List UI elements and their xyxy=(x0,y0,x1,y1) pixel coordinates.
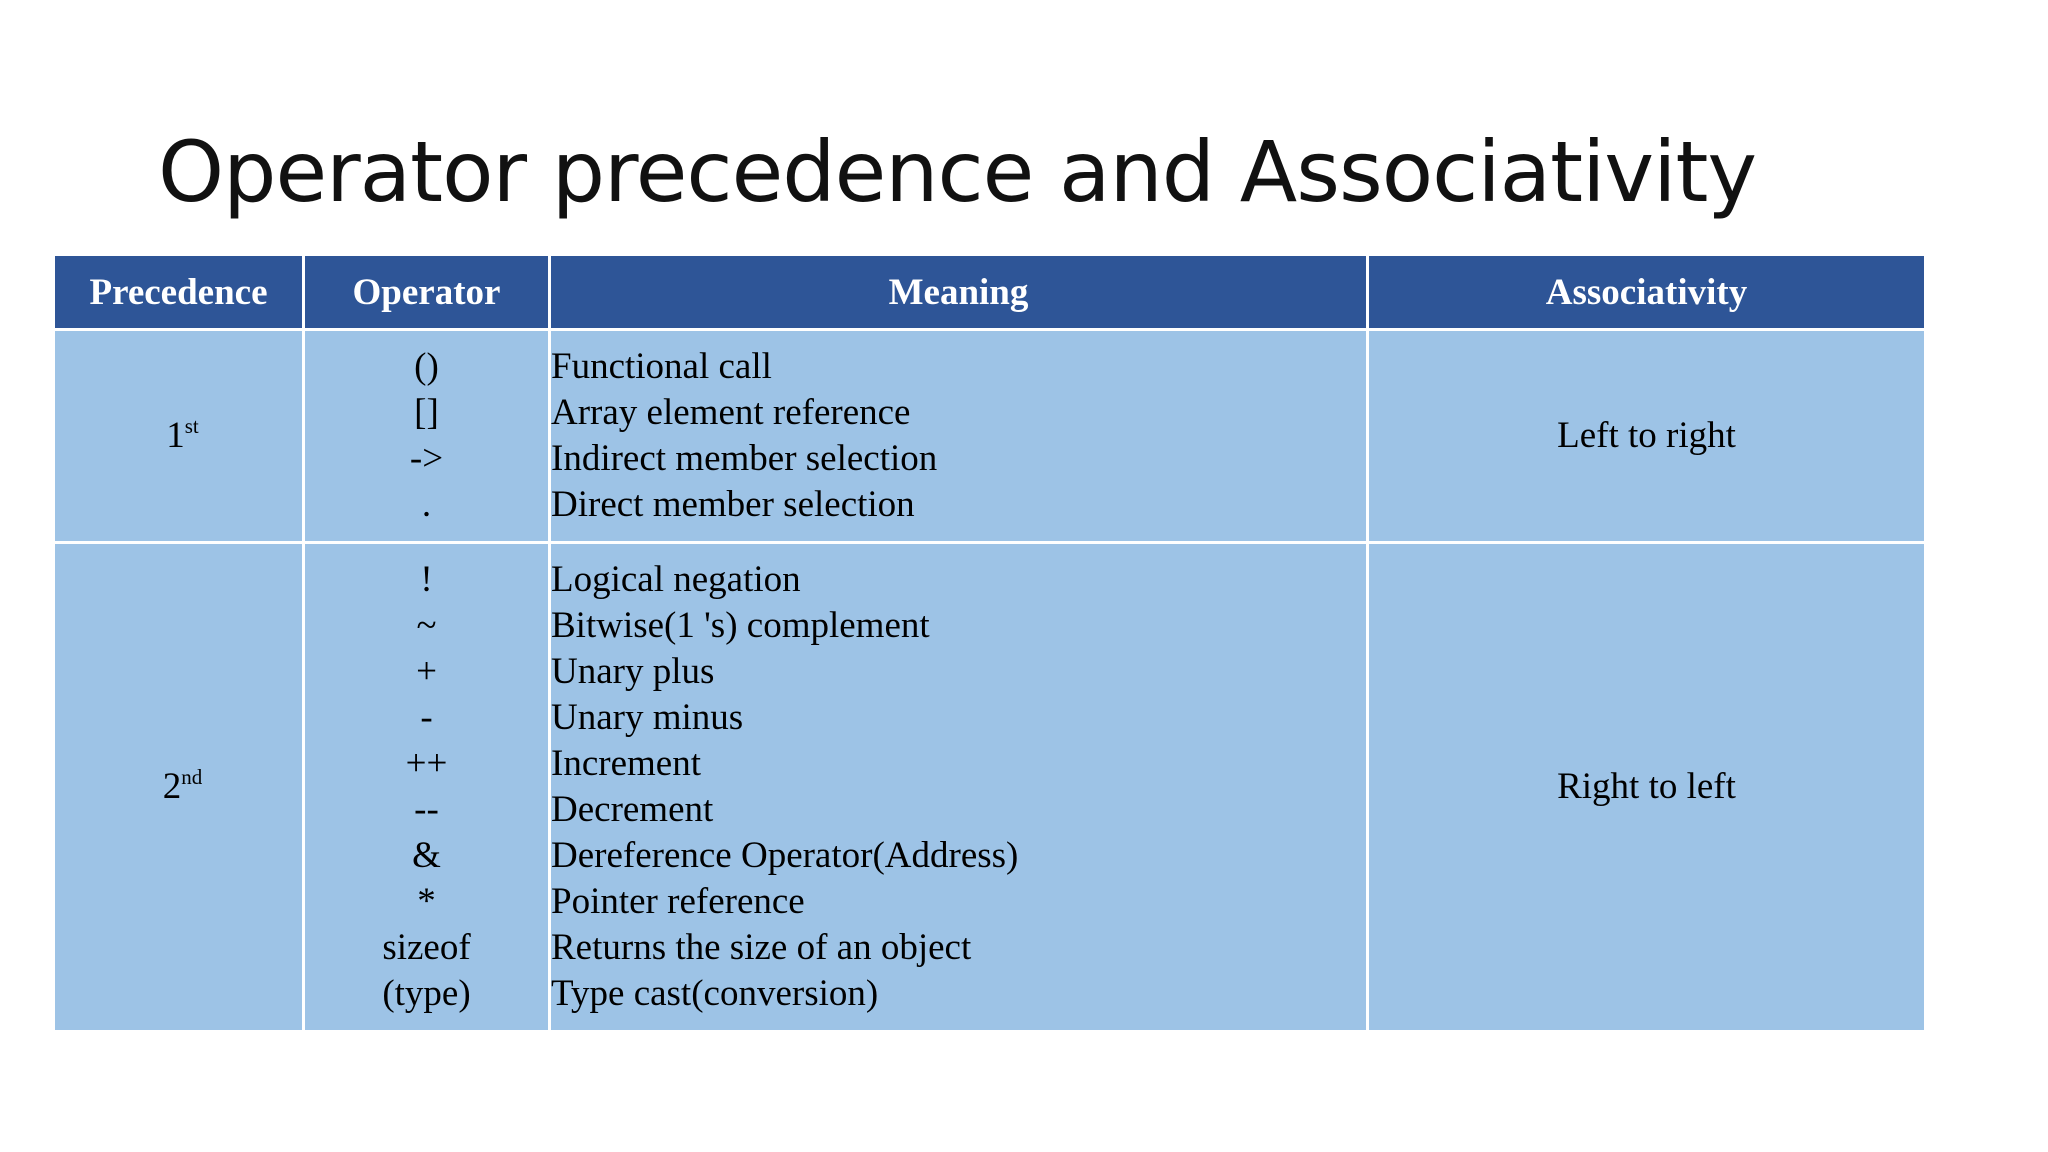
meaning-cell xyxy=(550,330,1368,543)
table-row xyxy=(54,543,1926,1032)
operator: ~ xyxy=(416,605,437,646)
operator: -- xyxy=(414,789,439,830)
operator: + xyxy=(416,651,437,692)
meaning: Logical negation xyxy=(551,559,801,600)
precedence-suffix: nd xyxy=(181,765,203,789)
meaning: Unary plus xyxy=(551,651,715,692)
operator: (type) xyxy=(382,973,471,1014)
meaning: Bitwise(1 's) complement xyxy=(551,605,930,646)
operator: . xyxy=(421,484,432,525)
associativity-cell: Left to right xyxy=(1368,330,1926,543)
operator: * xyxy=(417,881,436,922)
meaning: Array element reference xyxy=(551,392,911,433)
precedence-suffix: st xyxy=(184,414,199,438)
operator-cell xyxy=(304,543,550,1032)
meaning: Indirect member selection xyxy=(551,438,938,479)
operator-cell xyxy=(304,330,550,543)
operator: ++ xyxy=(405,743,448,784)
precedence-cell xyxy=(54,543,304,1032)
table-row xyxy=(54,330,1926,543)
precedence-number: 1 xyxy=(166,415,185,456)
meaning: Direct member selection xyxy=(551,484,915,525)
operator: sizeof xyxy=(382,927,471,968)
precedence-table xyxy=(52,253,1927,1033)
meaning: Pointer reference xyxy=(551,881,805,922)
meaning: Functional call xyxy=(551,346,772,387)
meaning-cell xyxy=(550,543,1368,1032)
meaning: Decrement xyxy=(551,789,714,830)
slide-title: Operator precedence and Associativity xyxy=(158,123,1757,221)
meaning: Dereference Operator(Address) xyxy=(551,835,1019,876)
meaning: Returns the size of an object xyxy=(551,927,972,968)
meaning: Increment xyxy=(551,743,701,784)
operator: () xyxy=(414,346,439,387)
associativity-cell: Right to left xyxy=(1368,543,1926,1032)
meaning: Type cast(conversion) xyxy=(551,973,879,1014)
header-associativity: Associativity xyxy=(1368,255,1926,330)
operator: -> xyxy=(409,438,444,479)
operator: ! xyxy=(420,559,433,600)
header-precedence: Precedence xyxy=(54,255,304,330)
operator: [] xyxy=(414,392,439,433)
precedence-cell xyxy=(54,330,304,543)
operator: & xyxy=(412,835,441,876)
header-meaning: Meaning xyxy=(550,255,1368,330)
header-operator: Operator xyxy=(304,255,550,330)
operator: - xyxy=(420,697,433,738)
precedence-number: 2 xyxy=(162,766,182,807)
meaning: Unary minus xyxy=(551,697,744,738)
table-header-row xyxy=(54,255,1926,330)
